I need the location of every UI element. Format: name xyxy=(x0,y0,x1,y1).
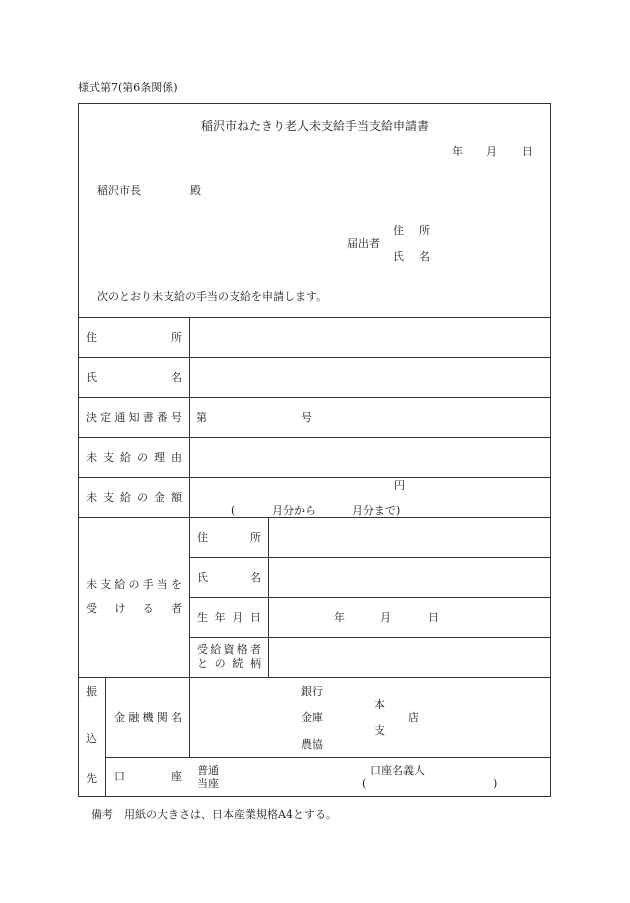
applicant-label: 届出者 xyxy=(347,237,380,250)
addressee-name: 稲沢市長 xyxy=(97,184,141,197)
name-field[interactable] xyxy=(190,358,550,397)
branch-type-sub: 支 xyxy=(374,724,385,737)
account-type-ordinary: 普通 xyxy=(197,764,219,777)
branch-type-main: 本 xyxy=(374,698,385,711)
applicant-address-label: 住 所 xyxy=(393,224,430,237)
date-year-label: 年 xyxy=(452,145,463,158)
bank-name-field[interactable] xyxy=(195,680,295,754)
footnote: 備考 用紙の大きさは、日本産業規格A4とする。 xyxy=(91,808,337,821)
row-amount-label: 未 支 給 の 金 額 xyxy=(86,491,182,504)
form-number: 様式第7(第6条関係) xyxy=(78,81,178,94)
date-month-label: 月 xyxy=(486,145,497,158)
recipient-address-field[interactable] xyxy=(269,518,550,557)
branch-suffix: 店 xyxy=(408,711,419,724)
branch-name-field[interactable] xyxy=(330,680,370,754)
relation-label-line2: と の 続 柄 xyxy=(197,657,261,670)
reason-field[interactable] xyxy=(190,438,550,477)
amount-field[interactable] xyxy=(190,478,390,502)
bank-type-bank: 銀行 xyxy=(301,685,323,698)
birth-year-unit: 年 xyxy=(334,611,345,624)
application-statement: 次のとおり未支給の手当の支給を申請します。 xyxy=(97,290,328,303)
addressee-honorific: 殿 xyxy=(190,184,201,197)
account-type-current: 当座 xyxy=(197,777,219,790)
amount-period-to: 月分まで) xyxy=(352,504,401,517)
row-reason-label: 未 支 給 の 理 由 xyxy=(86,451,182,464)
recipient-address-label: 住 所 xyxy=(197,531,261,544)
recipient-name-label: 氏 名 xyxy=(197,571,261,584)
row-name-label: 氏 名 xyxy=(86,371,182,384)
decision-no-field[interactable] xyxy=(212,398,297,437)
account-holder-open: ( xyxy=(362,777,367,790)
recipient-label-line2: 受 け る 者 xyxy=(86,602,182,615)
transfer-label-char-1: 振 xyxy=(86,685,97,698)
decision-no-prefix: 第 xyxy=(196,411,207,424)
account-number-field[interactable] xyxy=(235,760,355,794)
amount-yen-unit: 円 xyxy=(394,479,405,492)
transfer-label-char-2: 込 xyxy=(86,732,97,745)
transfer-label-char-3: 先 xyxy=(86,772,97,785)
address-field[interactable] xyxy=(190,318,550,357)
recipient-label-line1: 未 支 給 の 手 当 を xyxy=(86,578,182,591)
account-holder-label: 口座名義人 xyxy=(370,764,425,777)
form-title: 稲沢市ねたきり老人未支給手当支給申請書 xyxy=(200,119,429,133)
relation-label-line1: 受 給 資 格 者 xyxy=(197,643,261,656)
bank-name-label: 金 融 機 関 名 xyxy=(114,711,182,724)
amount-period-open: ( xyxy=(231,504,236,517)
account-holder-field[interactable] xyxy=(372,778,490,794)
bank-type-nokyo: 農協 xyxy=(301,738,323,751)
account-label: 口 座 xyxy=(114,770,182,783)
bank-type-shinkin: 金庫 xyxy=(301,711,323,724)
date-day-label: 日 xyxy=(522,145,533,158)
relation-field[interactable] xyxy=(269,638,550,677)
decision-no-suffix: 号 xyxy=(301,411,312,424)
recipient-name-field[interactable] xyxy=(269,558,550,597)
row-address-label: 住 所 xyxy=(86,331,182,344)
applicant-name-label: 氏 名 xyxy=(393,250,430,263)
recipient-birthdate-field[interactable] xyxy=(269,598,550,637)
account-holder-close: ) xyxy=(493,777,498,790)
recipient-birthdate-label: 生 年 月 日 xyxy=(197,611,261,624)
birth-month-unit: 月 xyxy=(380,611,391,624)
birth-day-unit: 日 xyxy=(428,611,439,624)
amount-period-from: 月分から xyxy=(272,504,316,517)
row-decision-no-label: 決 定 通 知 書 番 号 xyxy=(86,411,182,424)
